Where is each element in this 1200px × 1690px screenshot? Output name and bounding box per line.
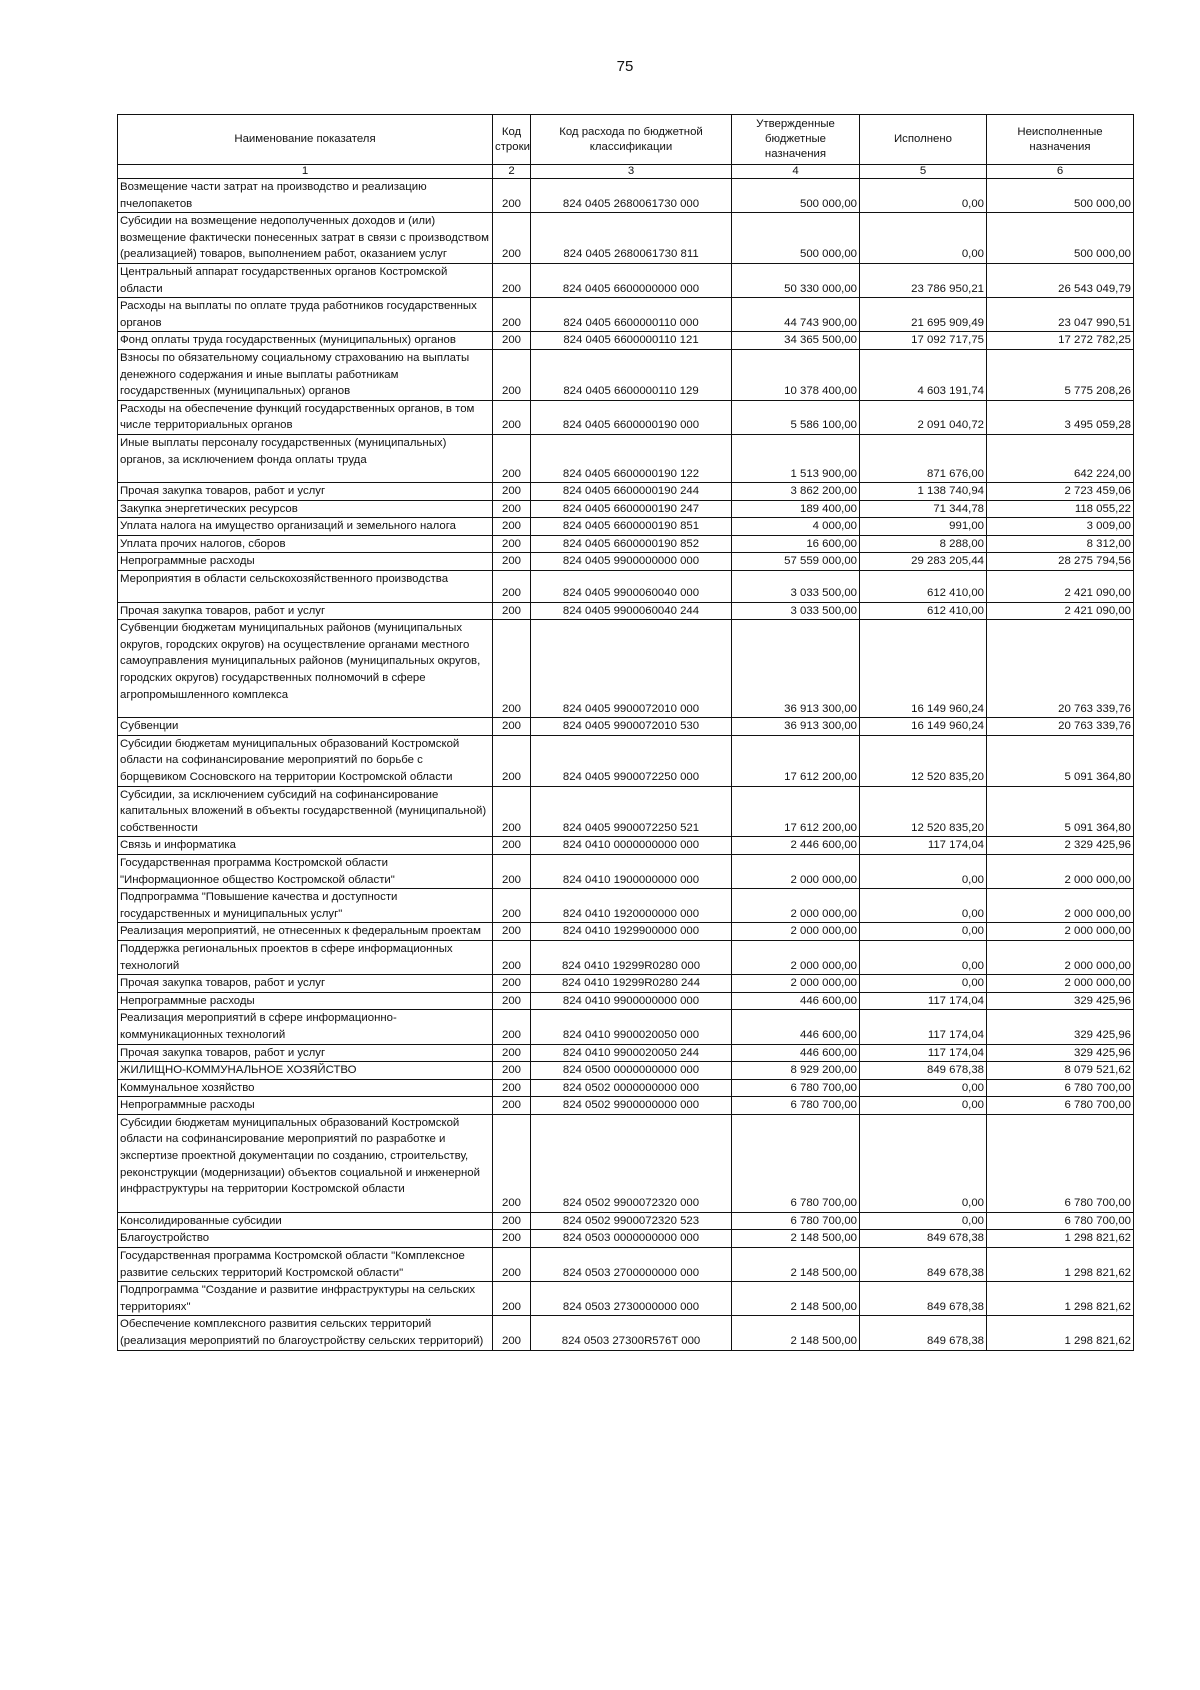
row-approved-cell: 2 148 500,00 [732,1230,860,1248]
row-code-cell: 200 [493,400,531,434]
row-code-cell: 200 [493,1010,531,1044]
row-unexecuted-cell: 2 329 425,96 [987,837,1134,855]
row-kbk-cell: 824 0410 19299R0280 000 [531,940,732,974]
row-code-cell: 200 [493,1282,531,1316]
row-kbk-cell: 824 0502 0000000000 000 [531,1079,732,1097]
row-kbk-cell: 824 0405 9900060040 000 [531,571,732,603]
row-unexecuted-cell: 2 421 090,00 [987,571,1134,603]
row-code-cell: 200 [493,602,531,620]
row-code-cell: 200 [493,263,531,297]
row-name-cell: Прочая закупка товаров, работ и услуг [118,1044,493,1062]
row-executed-cell: 4 603 191,74 [860,349,987,400]
row-kbk-cell: 824 0503 27300R576T 000 [531,1316,732,1350]
row-approved-cell: 44 743 900,00 [732,298,860,332]
row-code-cell: 200 [493,786,531,837]
row-unexecuted-cell: 1 298 821,62 [987,1316,1134,1350]
table-row [118,992,1134,1010]
row-approved-cell: 2 000 000,00 [732,923,860,941]
table-row [118,518,1134,536]
row-approved-cell: 2 000 000,00 [732,975,860,993]
row-unexecuted-cell: 8 312,00 [987,535,1134,553]
row-approved-cell: 6 780 700,00 [732,1097,860,1115]
row-executed-cell: 71 344,78 [860,500,987,518]
row-unexecuted-cell: 3 495 059,28 [987,400,1134,434]
row-unexecuted-cell: 3 009,00 [987,518,1134,536]
table-row [118,620,1134,718]
row-name-cell: Обеспечение комплексного развития сельских территорий (реализация мероприятий по благоустройству сельских территорий) [118,1316,493,1350]
row-kbk-cell: 824 0410 19299R0280 244 [531,975,732,993]
row-executed-cell: 849 678,38 [860,1282,987,1316]
row-name-cell: Непрограммные расходы [118,1097,493,1115]
row-unexecuted-cell: 2 000 000,00 [987,854,1134,888]
row-approved-cell: 2 000 000,00 [732,889,860,923]
header-kbk: Код расхода по бюджетной классификации [531,115,732,165]
table-row [118,400,1134,434]
table-row [118,1230,1134,1248]
row-executed-cell: 0,00 [860,923,987,941]
column-number: 2 [493,165,531,179]
row-executed-cell: 8 288,00 [860,535,987,553]
column-number: 5 [860,165,987,179]
row-executed-cell: 17 092 717,75 [860,332,987,350]
table-row [118,602,1134,620]
row-code-cell: 200 [493,940,531,974]
table-row [118,571,1134,603]
row-code-cell: 200 [493,571,531,603]
row-unexecuted-cell: 642 224,00 [987,434,1134,482]
row-unexecuted-cell: 17 272 782,25 [987,332,1134,350]
table-row [118,735,1134,786]
row-kbk-cell: 824 0405 6600000190 852 [531,535,732,553]
table-row [118,1010,1134,1044]
row-kbk-cell: 824 0410 9900000000 000 [531,992,732,1010]
row-name-cell: Поддержка региональных проектов в сфере информационных технологий [118,940,493,974]
row-code-cell: 200 [493,735,531,786]
row-unexecuted-cell: 6 780 700,00 [987,1212,1134,1230]
row-executed-cell: 0,00 [860,1079,987,1097]
row-approved-cell: 500 000,00 [732,213,860,264]
row-unexecuted-cell: 118 055,22 [987,500,1134,518]
column-number: 4 [732,165,860,179]
row-name-cell: Государственная программа Костромской области "Информационное общество Костромской области" [118,854,493,888]
row-unexecuted-cell: 2 000 000,00 [987,975,1134,993]
table-row [118,1079,1134,1097]
row-kbk-cell: 824 0405 2680061730 000 [531,179,732,213]
row-unexecuted-cell: 8 079 521,62 [987,1062,1134,1080]
row-unexecuted-cell: 1 298 821,62 [987,1282,1134,1316]
row-code-cell: 200 [493,179,531,213]
row-approved-cell: 50 330 000,00 [732,263,860,297]
row-kbk-cell: 824 0502 9900072320 523 [531,1212,732,1230]
row-executed-cell: 0,00 [860,1114,987,1212]
row-executed-cell: 0,00 [860,1212,987,1230]
row-kbk-cell: 824 0502 9900072320 000 [531,1114,732,1212]
row-name-cell: ЖИЛИЩНО-КОММУНАЛЬНОЕ ХОЗЯЙСТВО [118,1062,493,1080]
row-approved-cell: 8 929 200,00 [732,1062,860,1080]
row-name-cell: Подпрограмма "Создание и развитие инфраструктуры на сельских территориях" [118,1282,493,1316]
row-approved-cell: 57 559 000,00 [732,553,860,571]
row-approved-cell: 3 862 200,00 [732,483,860,501]
row-executed-cell: 16 149 960,24 [860,620,987,718]
row-name-cell: Прочая закупка товаров, работ и услуг [118,975,493,993]
header-name: Наименование показателя [118,115,493,165]
row-executed-cell: 12 520 835,20 [860,735,987,786]
row-name-cell: Центральный аппарат государственных органов Костромской области [118,263,493,297]
row-name-cell: Коммунальное хозяйство [118,1079,493,1097]
row-approved-cell: 16 600,00 [732,535,860,553]
row-name-cell: Субсидии бюджетам муниципальных образований Костромской области на софинансирование мероприятий по борьбе с борщевиком Сосновского на территории Костромской области [118,735,493,786]
row-kbk-cell: 824 0405 6600000190 851 [531,518,732,536]
row-kbk-cell: 824 0405 6600000110 000 [531,298,732,332]
row-kbk-cell: 824 0405 9900072250 521 [531,786,732,837]
table-row [118,923,1134,941]
table-row [118,298,1134,332]
row-executed-cell: 0,00 [860,889,987,923]
row-executed-cell: 849 678,38 [860,1248,987,1282]
row-executed-cell: 23 786 950,21 [860,263,987,297]
table-row [118,263,1134,297]
column-numbers-row [118,165,1134,179]
row-executed-cell: 0,00 [860,1097,987,1115]
table-row [118,1044,1134,1062]
row-kbk-cell: 824 0503 0000000000 000 [531,1230,732,1248]
row-executed-cell: 16 149 960,24 [860,718,987,736]
row-kbk-cell: 824 0405 6600000190 000 [531,400,732,434]
row-name-cell: Расходы на выплаты по оплате труда работников государственных органов [118,298,493,332]
row-kbk-cell: 824 0500 0000000000 000 [531,1062,732,1080]
table-row [118,179,1134,213]
row-unexecuted-cell: 2 000 000,00 [987,889,1134,923]
row-name-cell: Иные выплаты персоналу государственных (муниципальных) органов, за исключением фонда оплаты труда [118,434,493,482]
row-code-cell: 200 [493,1212,531,1230]
row-code-cell: 200 [493,837,531,855]
table-row [118,975,1134,993]
row-executed-cell: 991,00 [860,518,987,536]
row-kbk-cell: 824 0405 9900072010 530 [531,718,732,736]
row-name-cell: Мероприятия в области сельскохозяйственного производства [118,571,493,603]
row-approved-cell: 446 600,00 [732,1044,860,1062]
row-approved-cell: 4 000,00 [732,518,860,536]
row-code-cell: 200 [493,620,531,718]
row-code-cell: 200 [493,434,531,482]
row-approved-cell: 2 148 500,00 [732,1248,860,1282]
row-approved-cell: 2 446 600,00 [732,837,860,855]
row-kbk-cell: 824 0405 6600000000 000 [531,263,732,297]
row-executed-cell: 871 676,00 [860,434,987,482]
row-approved-cell: 10 378 400,00 [732,349,860,400]
row-executed-cell: 1 138 740,94 [860,483,987,501]
row-executed-cell: 21 695 909,49 [860,298,987,332]
row-kbk-cell: 824 0405 6600000110 121 [531,332,732,350]
row-kbk-cell: 824 0405 6600000190 247 [531,500,732,518]
row-executed-cell: 0,00 [860,975,987,993]
row-unexecuted-cell: 2 421 090,00 [987,602,1134,620]
row-name-cell: Благоустройство [118,1230,493,1248]
row-approved-cell: 2 148 500,00 [732,1282,860,1316]
row-code-cell: 200 [493,1044,531,1062]
row-name-cell: Непрограммные расходы [118,553,493,571]
row-approved-cell: 2 148 500,00 [732,1316,860,1350]
row-code-cell: 200 [493,518,531,536]
row-approved-cell: 2 000 000,00 [732,940,860,974]
row-unexecuted-cell: 2 723 459,06 [987,483,1134,501]
row-name-cell: Взносы по обязательному социальному страхованию на выплаты денежного содержания и иные выплаты работникам государственных (муниципальных) органов [118,349,493,400]
row-approved-cell: 3 033 500,00 [732,602,860,620]
table-row [118,483,1134,501]
row-code-cell: 200 [493,500,531,518]
row-name-cell: Консолидированные субсидии [118,1212,493,1230]
row-unexecuted-cell: 23 047 990,51 [987,298,1134,332]
table-row [118,1114,1134,1212]
row-approved-cell: 1 513 900,00 [732,434,860,482]
row-code-cell: 200 [493,1079,531,1097]
row-executed-cell: 117 174,04 [860,1010,987,1044]
row-code-cell: 200 [493,298,531,332]
row-kbk-cell: 824 0405 9900072250 000 [531,735,732,786]
row-kbk-cell: 824 0410 1929900000 000 [531,923,732,941]
row-name-cell: Субсидии, за исключением субсидий на софинансирование капитальных вложений в объекты государственной (муниципальной) собственности [118,786,493,837]
row-executed-cell: 849 678,38 [860,1062,987,1080]
row-code-cell: 200 [493,349,531,400]
row-code-cell: 200 [493,975,531,993]
column-number: 1 [118,165,493,179]
row-approved-cell: 6 780 700,00 [732,1079,860,1097]
row-code-cell: 200 [493,854,531,888]
row-executed-cell: 0,00 [860,213,987,264]
row-approved-cell: 36 913 300,00 [732,620,860,718]
row-code-cell: 200 [493,1248,531,1282]
table-body [118,179,1134,1351]
row-kbk-cell: 824 0410 1900000000 000 [531,854,732,888]
row-unexecuted-cell: 6 780 700,00 [987,1079,1134,1097]
row-code-cell: 200 [493,535,531,553]
row-kbk-cell: 824 0410 1920000000 000 [531,889,732,923]
row-executed-cell: 612 410,00 [860,602,987,620]
row-kbk-cell: 824 0405 6600000190 122 [531,434,732,482]
row-executed-cell: 2 091 040,72 [860,400,987,434]
row-name-cell: Прочая закупка товаров, работ и услуг [118,483,493,501]
row-executed-cell: 0,00 [860,854,987,888]
table-row [118,332,1134,350]
row-code-cell: 200 [493,483,531,501]
row-name-cell: Прочая закупка товаров, работ и услуг [118,602,493,620]
row-code-cell: 200 [493,553,531,571]
row-executed-cell: 29 283 205,44 [860,553,987,571]
page-number: 75 [616,58,634,75]
row-approved-cell: 34 365 500,00 [732,332,860,350]
row-approved-cell: 189 400,00 [732,500,860,518]
row-unexecuted-cell: 20 763 339,76 [987,718,1134,736]
row-unexecuted-cell: 6 780 700,00 [987,1097,1134,1115]
row-code-cell: 200 [493,992,531,1010]
row-approved-cell: 500 000,00 [732,179,860,213]
budget-execution-table [117,114,1134,1351]
row-approved-cell: 3 033 500,00 [732,571,860,603]
table-row [118,553,1134,571]
table-row [118,434,1134,482]
row-name-cell: Реализация мероприятий, не отнесенных к федеральным проектам [118,923,493,941]
table-row [118,1097,1134,1115]
row-approved-cell: 5 586 100,00 [732,400,860,434]
table-row [118,940,1134,974]
row-approved-cell: 6 780 700,00 [732,1212,860,1230]
row-executed-cell: 12 520 835,20 [860,786,987,837]
row-unexecuted-cell: 28 275 794,56 [987,553,1134,571]
row-executed-cell: 117 174,04 [860,1044,987,1062]
header-unexecuted: Неисполненные назначения [987,115,1134,165]
table-row [118,349,1134,400]
row-code-cell: 200 [493,332,531,350]
row-name-cell: Закупка энергетических ресурсов [118,500,493,518]
column-number: 6 [987,165,1134,179]
row-code-cell: 200 [493,1097,531,1115]
row-unexecuted-cell: 500 000,00 [987,179,1134,213]
row-name-cell: Субсидии на возмещение недополученных доходов и (или) возмещение фактически понесенных затрат в связи с производством (реализацией) товаров, выполнением работ, оказанием услуг [118,213,493,264]
row-code-cell: 200 [493,718,531,736]
table-row [118,854,1134,888]
row-kbk-cell: 824 0405 9900072010 000 [531,620,732,718]
row-unexecuted-cell: 329 425,96 [987,992,1134,1010]
table-row [118,500,1134,518]
row-code-cell: 200 [493,1230,531,1248]
row-approved-cell: 17 612 200,00 [732,786,860,837]
row-name-cell: Субсидии бюджетам муниципальных образований Костромской области на софинансирование мероприятий по разработке и экспертизе проектной документации по созданию, строительству, реконструкции (модернизации) объектов социальной и инженерной инфраструктуры на территории Костромской области [118,1114,493,1212]
row-approved-cell: 2 000 000,00 [732,854,860,888]
row-executed-cell: 117 174,04 [860,992,987,1010]
row-name-cell: Уплата прочих налогов, сборов [118,535,493,553]
row-code-cell: 200 [493,1062,531,1080]
row-unexecuted-cell: 6 780 700,00 [987,1114,1134,1212]
row-code-cell: 200 [493,923,531,941]
row-approved-cell: 446 600,00 [732,1010,860,1044]
row-name-cell: Государственная программа Костромской области "Комплексное развитие сельских территорий Костромской области" [118,1248,493,1282]
table-row [118,889,1134,923]
row-unexecuted-cell: 5 091 364,80 [987,786,1134,837]
row-kbk-cell: 824 0502 9900000000 000 [531,1097,732,1115]
column-number: 3 [531,165,732,179]
header-code: Код строки [493,115,531,165]
row-executed-cell: 849 678,38 [860,1230,987,1248]
row-unexecuted-cell: 5 775 208,26 [987,349,1134,400]
row-approved-cell: 6 780 700,00 [732,1114,860,1212]
row-kbk-cell: 824 0405 9900060040 244 [531,602,732,620]
table-row [118,535,1134,553]
row-name-cell: Фонд оплаты труда государственных (муниципальных) органов [118,332,493,350]
table-row [118,1316,1134,1350]
table-row [118,1212,1134,1230]
table-row [118,1062,1134,1080]
row-executed-cell: 612 410,00 [860,571,987,603]
row-name-cell: Субвенции [118,718,493,736]
table-row [118,1282,1134,1316]
row-kbk-cell: 824 0503 2730000000 000 [531,1282,732,1316]
row-approved-cell: 446 600,00 [732,992,860,1010]
row-code-cell: 200 [493,1114,531,1212]
row-kbk-cell: 824 0410 9900020050 244 [531,1044,732,1062]
row-name-cell: Субвенции бюджетам муниципальных районов (муниципальных округов, городских округов) на осуществление органами местного самоуправления муниципальных районов (муниципальных округов, городских округов) государственных полномочий в сфере агропромышленного комплекса [118,620,493,718]
row-name-cell: Расходы на обеспечение функций государственных органов, в том числе территориальных органов [118,400,493,434]
row-name-cell: Реализация мероприятий в сфере информационно-коммуникационных технологий [118,1010,493,1044]
row-unexecuted-cell: 500 000,00 [987,213,1134,264]
row-name-cell: Возмещение части затрат на производство и реализацию пчелопакетов [118,179,493,213]
row-code-cell: 200 [493,1316,531,1350]
row-approved-cell: 36 913 300,00 [732,718,860,736]
row-code-cell: 200 [493,213,531,264]
table-row [118,1248,1134,1282]
table-row [118,786,1134,837]
row-kbk-cell: 824 0410 9900020050 000 [531,1010,732,1044]
row-executed-cell: 849 678,38 [860,1316,987,1350]
row-kbk-cell: 824 0405 6600000110 129 [531,349,732,400]
table-row [118,718,1134,736]
row-unexecuted-cell: 5 091 364,80 [987,735,1134,786]
row-kbk-cell: 824 0410 0000000000 000 [531,837,732,855]
row-kbk-cell: 824 0405 6600000190 244 [531,483,732,501]
row-unexecuted-cell: 2 000 000,00 [987,923,1134,941]
row-unexecuted-cell: 26 543 049,79 [987,263,1134,297]
row-name-cell: Связь и информатика [118,837,493,855]
header-executed: Исполнено [860,115,987,165]
header-approved: Утвержденные бюджетные назначения [732,115,860,165]
row-code-cell: 200 [493,889,531,923]
row-kbk-cell: 824 0503 2700000000 000 [531,1248,732,1282]
row-unexecuted-cell: 1 298 821,62 [987,1230,1134,1248]
row-approved-cell: 17 612 200,00 [732,735,860,786]
row-kbk-cell: 824 0405 9900000000 000 [531,553,732,571]
row-unexecuted-cell: 329 425,96 [987,1044,1134,1062]
row-name-cell: Уплата налога на имущество организаций и земельного налога [118,518,493,536]
row-unexecuted-cell: 20 763 339,76 [987,620,1134,718]
row-executed-cell: 0,00 [860,179,987,213]
row-kbk-cell: 824 0405 2680061730 811 [531,213,732,264]
row-name-cell: Непрограммные расходы [118,992,493,1010]
row-executed-cell: 0,00 [860,940,987,974]
row-unexecuted-cell: 1 298 821,62 [987,1248,1134,1282]
row-executed-cell: 117 174,04 [860,837,987,855]
row-unexecuted-cell: 329 425,96 [987,1010,1134,1044]
row-unexecuted-cell: 2 000 000,00 [987,940,1134,974]
table-row [118,213,1134,264]
row-name-cell: Подпрограмма "Повышение качества и доступности государственных и муниципальных услуг" [118,889,493,923]
table-row [118,837,1134,855]
